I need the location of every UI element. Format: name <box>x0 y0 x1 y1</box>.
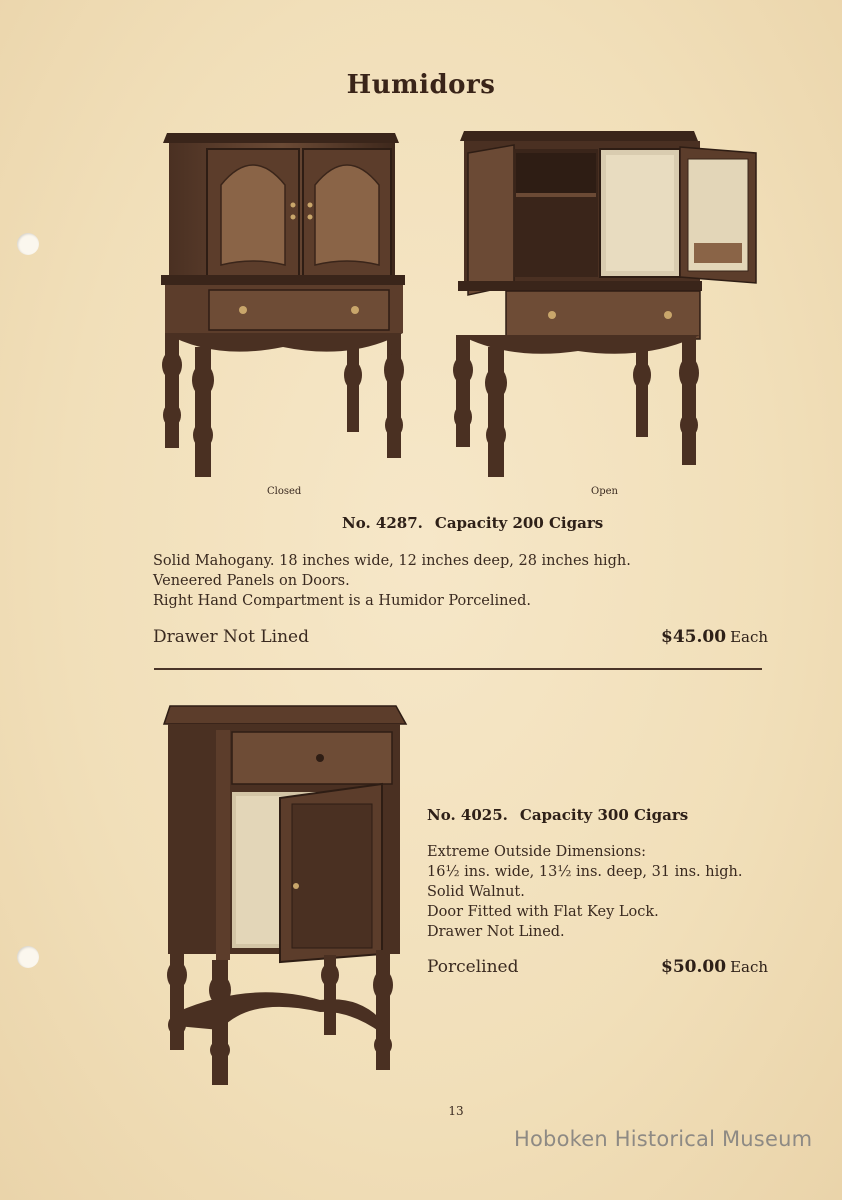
humidor-open-illustration <box>450 125 760 485</box>
page-number: 13 <box>448 1104 464 1118</box>
section-divider <box>154 668 762 670</box>
humidor-4025-illustration <box>160 700 410 1095</box>
product-number: No. 4025. <box>427 806 508 824</box>
price-amount: $45.00 <box>661 627 727 647</box>
price-unit: Each <box>730 958 769 976</box>
description-line: Veneered Panels on Doors. <box>153 573 350 589</box>
product-capacity: Capacity 300 Cigars <box>519 806 689 824</box>
product-4025-heading <box>427 806 688 824</box>
humidor-closed-illustration <box>155 125 410 485</box>
product-number: No. 4287. <box>342 514 423 532</box>
product-4025-price <box>661 957 768 977</box>
description-line: Drawer Not Lined. <box>427 924 565 940</box>
product-4287-lining: Drawer Not Lined <box>153 627 309 647</box>
description-line: Extreme Outside Dimensions: <box>427 844 647 860</box>
price-amount: $50.00 <box>661 957 727 977</box>
caption-open: Open <box>591 486 618 497</box>
caption-closed: Closed <box>267 486 302 497</box>
price-unit: Each <box>730 628 769 646</box>
museum-watermark: Hoboken Historical Museum <box>514 1127 813 1151</box>
page-title: Humidors <box>346 70 496 100</box>
punch-hole-bottom <box>17 946 39 968</box>
product-capacity: Capacity 200 Cigars <box>434 514 604 532</box>
description-line: 16½ ins. wide, 13½ ins. deep, 31 ins. high. <box>427 864 743 880</box>
description-line: Solid Walnut. <box>427 884 525 900</box>
description-line: Solid Mahogany. 18 inches wide, 12 inches deep, 28 inches high. <box>153 553 631 569</box>
product-4025-lining: Porcelined <box>427 957 519 977</box>
description-line: Right Hand Compartment is a Humidor Porcelined. <box>153 593 531 609</box>
product-4287-heading <box>342 514 603 532</box>
product-4287-description <box>153 551 631 611</box>
description-line: Door Fitted with Flat Key Lock. <box>427 904 659 920</box>
product-4287-price <box>661 627 768 647</box>
punch-hole-top <box>17 233 39 255</box>
product-4025-description <box>427 842 742 942</box>
